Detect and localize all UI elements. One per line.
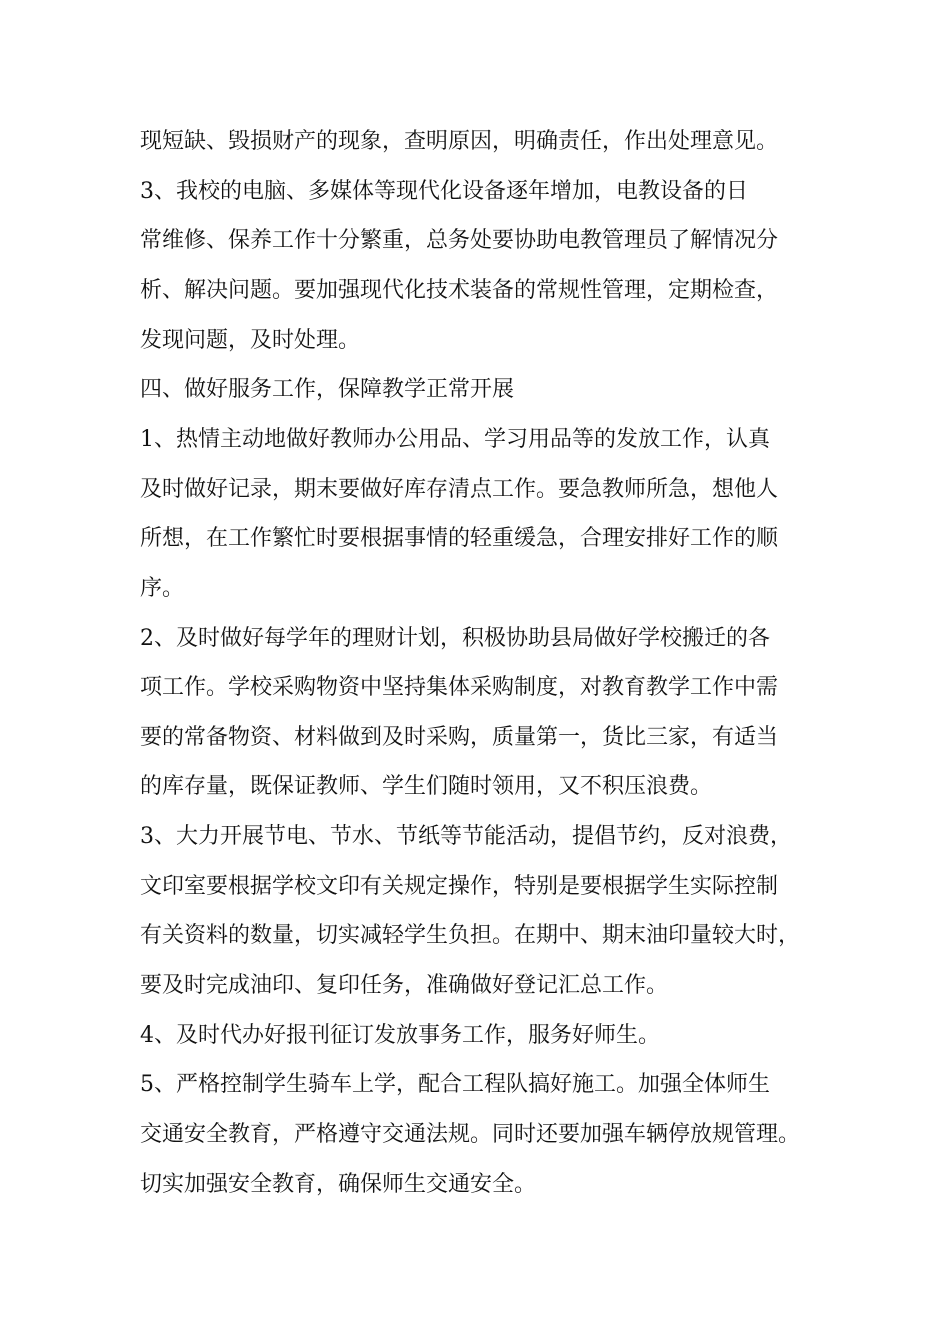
text-line: 所想，在工作繁忙时要根据事情的轻重缓急，合理安排好工作的顺	[140, 526, 779, 551]
section-heading: 四、做好服务工作，保障教学正常开展	[140, 377, 515, 402]
text-line: 要及时完成油印、复印任务，准确做好登记汇总工作。	[140, 973, 669, 998]
text-line: 常维修、保养工作十分繁重，总务处要协助电教管理员了解情况分	[140, 228, 779, 253]
text-line: 2、及时做好每学年的理财计划，积极协助县局做好学校搬迁的各	[140, 626, 770, 651]
text-line: 3、大力开展节电、节水、节纸等节能活动，提倡节约，反对浪费，	[140, 824, 792, 849]
text-line: 的库存量，既保证教师、学生们随时领用，又不积压浪费。	[140, 774, 713, 799]
text-line: 有关资料的数量，切实减轻学生负担。在期中、期末油印量较大时，	[140, 923, 801, 948]
text-line: 析、解决问题。要加强现代化技术装备的常规性管理，定期检查，	[140, 278, 779, 303]
text-line: 发现问题，及时处理。	[140, 328, 361, 353]
text-line: 项工作。学校采购物资中坚持集体采购制度，对教育教学工作中需	[140, 675, 779, 700]
text-line: 1、热情主动地做好教师办公用品、学习用品等的发放工作，认真	[140, 427, 770, 452]
text-line: 4、及时代办好报刊征订发放事务工作，服务好师生。	[140, 1023, 660, 1048]
text-line: 交通安全教育，严格遵守交通法规。同时还要加强车辆停放规管理。	[140, 1122, 801, 1147]
text-line: 序。	[140, 576, 185, 601]
text-line: 切实加强安全教育，确保师生交通安全。	[140, 1172, 537, 1197]
text-line: 及时做好记录，期末要做好库存清点工作。要急教师所急，想他人	[140, 477, 779, 502]
text-line: 5、严格控制学生骑车上学，配合工程队搞好施工。加强全体师生	[140, 1072, 770, 1097]
text-line: 3、我校的电脑、多媒体等现代化设备逐年增加，电教设备的日	[140, 179, 748, 204]
text-line: 现短缺、毁损财产的现象，查明原因，明确责任，作出处理意见。	[140, 129, 779, 154]
text-line: 要的常备物资、材料做到及时采购，质量第一，货比三家，有适当	[140, 725, 779, 750]
text-line: 文印室要根据学校文印有关规定操作，特别是要根据学生实际控制	[140, 874, 779, 899]
